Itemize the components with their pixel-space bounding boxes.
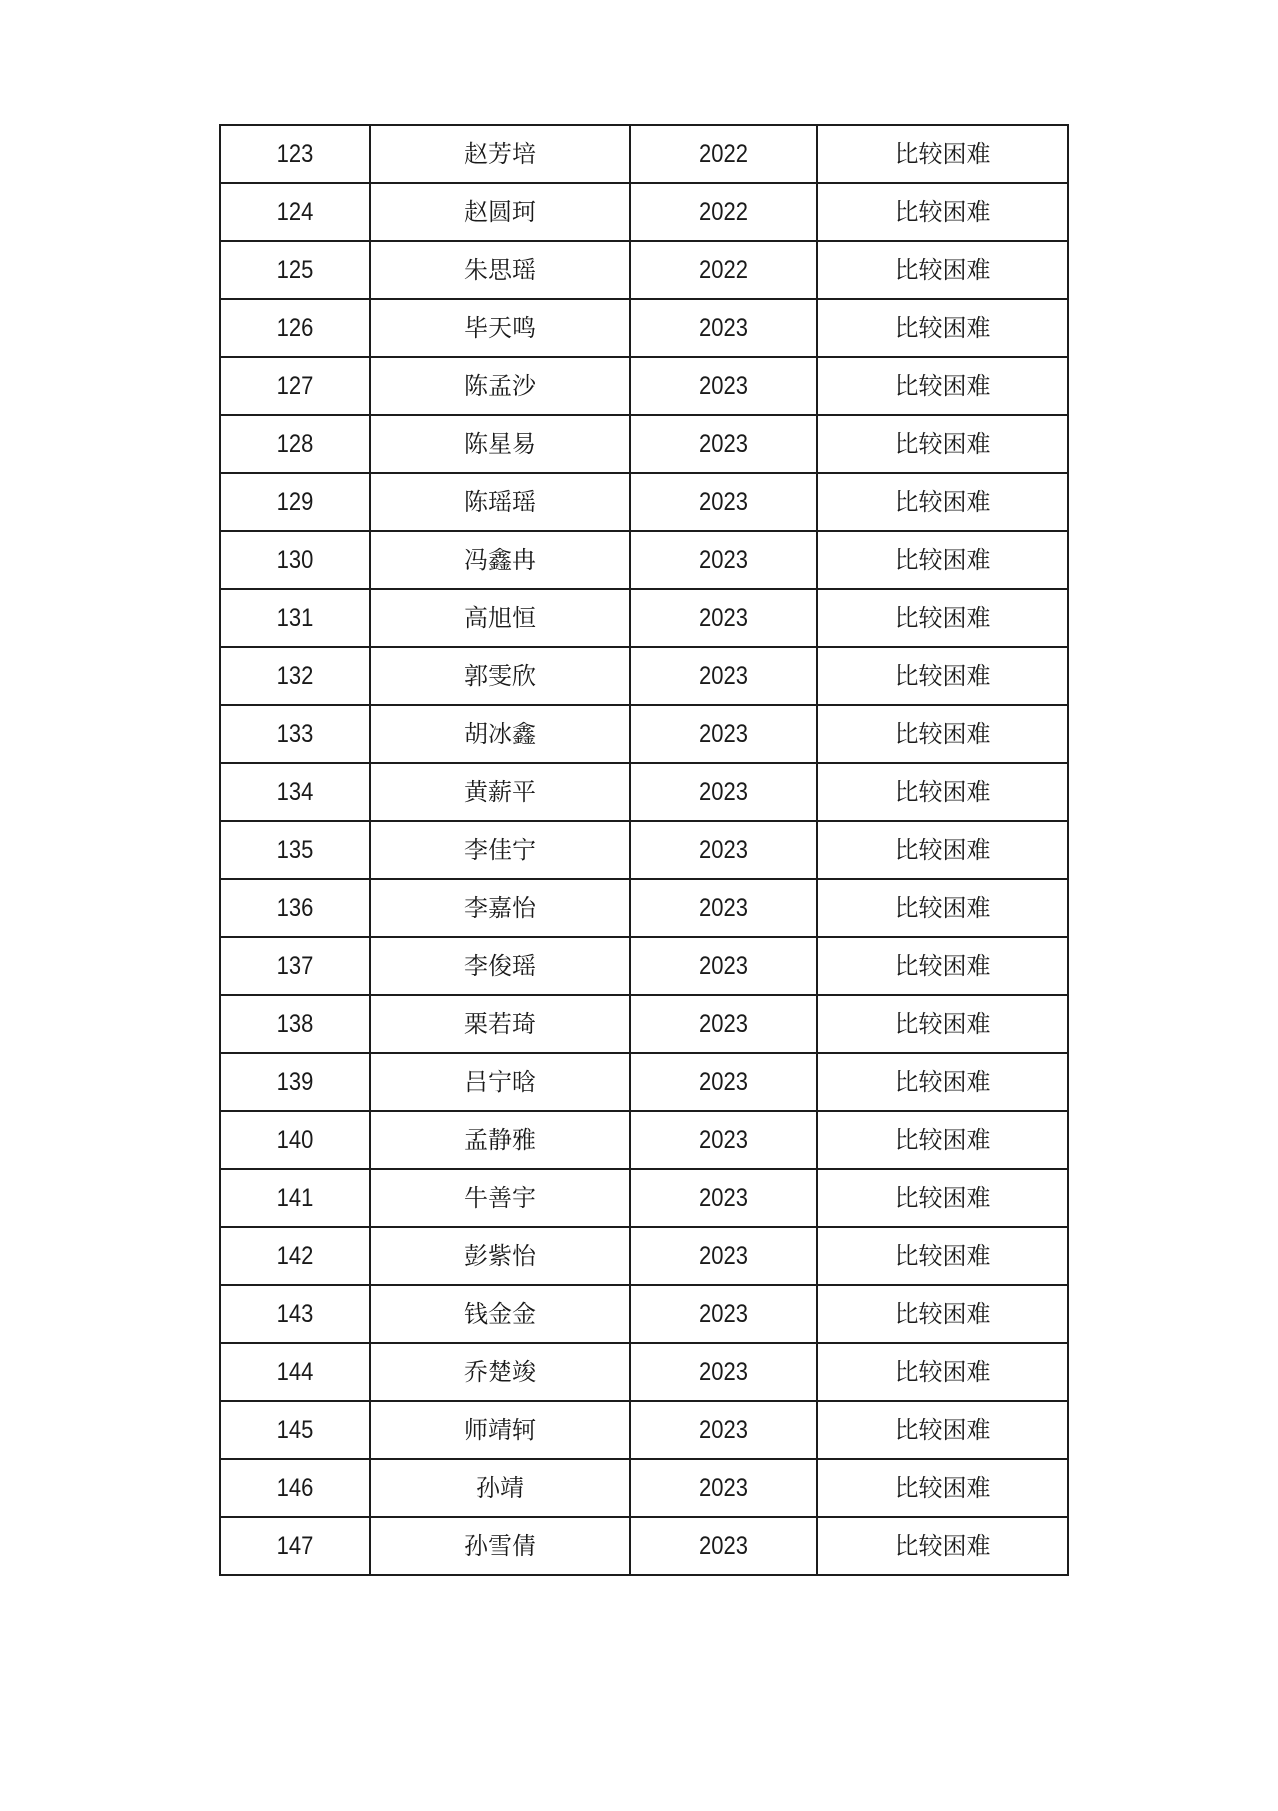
cell-level: 比较困难	[817, 879, 1068, 937]
cell-year: 2023	[641, 1053, 806, 1111]
cell-number: 132	[229, 647, 361, 705]
cell-name: 孙雪倩	[370, 1517, 630, 1575]
cell-year: 2023	[641, 357, 806, 415]
table-row	[220, 1343, 1068, 1401]
cell-level: 比较困难	[817, 357, 1068, 415]
cell-level: 比较困难	[817, 1227, 1068, 1285]
cell-number: 134	[229, 763, 361, 821]
cell-level: 比较困难	[817, 1285, 1068, 1343]
cell-year: 2023	[641, 1343, 806, 1401]
table-body	[220, 125, 1068, 1575]
table-row	[220, 299, 1068, 357]
cell-level: 比较困难	[817, 183, 1068, 241]
cell-year: 2023	[641, 473, 806, 531]
cell-level: 比较困难	[817, 1343, 1068, 1401]
table-row	[220, 1053, 1068, 1111]
table-row	[220, 183, 1068, 241]
cell-number: 136	[229, 879, 361, 937]
cell-number: 145	[229, 1401, 361, 1459]
cell-name: 朱思瑶	[370, 241, 630, 299]
cell-name: 李佳宁	[370, 821, 630, 879]
cell-number: 124	[229, 183, 361, 241]
cell-number: 147	[229, 1517, 361, 1575]
cell-year: 2022	[641, 241, 806, 299]
cell-year: 2022	[641, 125, 806, 183]
table-row	[220, 763, 1068, 821]
cell-level: 比较困难	[817, 1111, 1068, 1169]
cell-year: 2023	[641, 763, 806, 821]
cell-year: 2023	[641, 705, 806, 763]
table-row	[220, 531, 1068, 589]
cell-year: 2023	[641, 299, 806, 357]
cell-name: 郭雯欣	[370, 647, 630, 705]
cell-number: 138	[229, 995, 361, 1053]
table-row	[220, 705, 1068, 763]
cell-name: 毕天鸣	[370, 299, 630, 357]
cell-number: 129	[229, 473, 361, 531]
table-row	[220, 589, 1068, 647]
cell-name: 陈星易	[370, 415, 630, 473]
cell-name: 吕宁晗	[370, 1053, 630, 1111]
cell-year: 2023	[641, 1285, 806, 1343]
table-row	[220, 995, 1068, 1053]
cell-name: 陈瑶瑶	[370, 473, 630, 531]
cell-level: 比较困难	[817, 647, 1068, 705]
cell-level: 比较困难	[817, 473, 1068, 531]
cell-number: 139	[229, 1053, 361, 1111]
cell-level: 比较困难	[817, 1169, 1068, 1227]
table-row	[220, 125, 1068, 183]
table-row	[220, 473, 1068, 531]
table-row	[220, 357, 1068, 415]
cell-year: 2023	[641, 1401, 806, 1459]
cell-year: 2023	[641, 647, 806, 705]
cell-name: 高旭恒	[370, 589, 630, 647]
cell-level: 比较困难	[817, 415, 1068, 473]
cell-name: 孙靖	[370, 1459, 630, 1517]
cell-name: 胡冰鑫	[370, 705, 630, 763]
cell-number: 133	[229, 705, 361, 763]
cell-year: 2022	[641, 183, 806, 241]
cell-name: 孟静雅	[370, 1111, 630, 1169]
cell-name: 彭紫怡	[370, 1227, 630, 1285]
cell-year: 2023	[641, 937, 806, 995]
cell-number: 146	[229, 1459, 361, 1517]
cell-level: 比较困难	[817, 763, 1068, 821]
cell-name: 栗若琦	[370, 995, 630, 1053]
cell-level: 比较困难	[817, 995, 1068, 1053]
table-row	[220, 1111, 1068, 1169]
cell-level: 比较困难	[817, 1517, 1068, 1575]
cell-number: 127	[229, 357, 361, 415]
cell-year: 2023	[641, 995, 806, 1053]
cell-level: 比较困难	[817, 821, 1068, 879]
table-row	[220, 1401, 1068, 1459]
cell-name: 李嘉怡	[370, 879, 630, 937]
table-row	[220, 415, 1068, 473]
cell-level: 比较困难	[817, 1459, 1068, 1517]
cell-level: 比较困难	[817, 125, 1068, 183]
cell-number: 141	[229, 1169, 361, 1227]
cell-number: 131	[229, 589, 361, 647]
cell-name: 李俊瑶	[370, 937, 630, 995]
cell-level: 比较困难	[817, 589, 1068, 647]
cell-level: 比较困难	[817, 1401, 1068, 1459]
table-row	[220, 1517, 1068, 1575]
cell-year: 2023	[641, 821, 806, 879]
cell-level: 比较困难	[817, 705, 1068, 763]
cell-level: 比较困难	[817, 937, 1068, 995]
table-row	[220, 1459, 1068, 1517]
cell-name: 赵芳培	[370, 125, 630, 183]
table-row	[220, 1227, 1068, 1285]
cell-year: 2023	[641, 879, 806, 937]
cell-name: 黄薪平	[370, 763, 630, 821]
table-row	[220, 879, 1068, 937]
table-row	[220, 241, 1068, 299]
cell-number: 126	[229, 299, 361, 357]
cell-number: 125	[229, 241, 361, 299]
cell-name: 钱金金	[370, 1285, 630, 1343]
cell-year: 2023	[641, 1111, 806, 1169]
cell-level: 比较困难	[817, 1053, 1068, 1111]
cell-name: 冯鑫冉	[370, 531, 630, 589]
cell-name: 师靖轲	[370, 1401, 630, 1459]
cell-name: 乔楚竣	[370, 1343, 630, 1401]
table-row	[220, 1169, 1068, 1227]
table-row	[220, 1285, 1068, 1343]
cell-year: 2023	[641, 1227, 806, 1285]
cell-number: 142	[229, 1227, 361, 1285]
cell-year: 2023	[641, 1459, 806, 1517]
cell-year: 2023	[641, 1169, 806, 1227]
cell-year: 2023	[641, 531, 806, 589]
table-row	[220, 937, 1068, 995]
cell-year: 2023	[641, 589, 806, 647]
table-row	[220, 821, 1068, 879]
cell-number: 135	[229, 821, 361, 879]
cell-number: 130	[229, 531, 361, 589]
cell-number: 137	[229, 937, 361, 995]
cell-number: 140	[229, 1111, 361, 1169]
cell-year: 2023	[641, 415, 806, 473]
cell-level: 比较困难	[817, 531, 1068, 589]
cell-name: 赵圆珂	[370, 183, 630, 241]
cell-level: 比较困难	[817, 299, 1068, 357]
table-row	[220, 647, 1068, 705]
cell-name: 牛善宇	[370, 1169, 630, 1227]
cell-number: 128	[229, 415, 361, 473]
cell-number: 143	[229, 1285, 361, 1343]
cell-number: 123	[229, 125, 361, 183]
cell-level: 比较困难	[817, 241, 1068, 299]
cell-name: 陈孟沙	[370, 357, 630, 415]
cell-year: 2023	[641, 1517, 806, 1575]
student-table	[219, 124, 1069, 1576]
cell-number: 144	[229, 1343, 361, 1401]
